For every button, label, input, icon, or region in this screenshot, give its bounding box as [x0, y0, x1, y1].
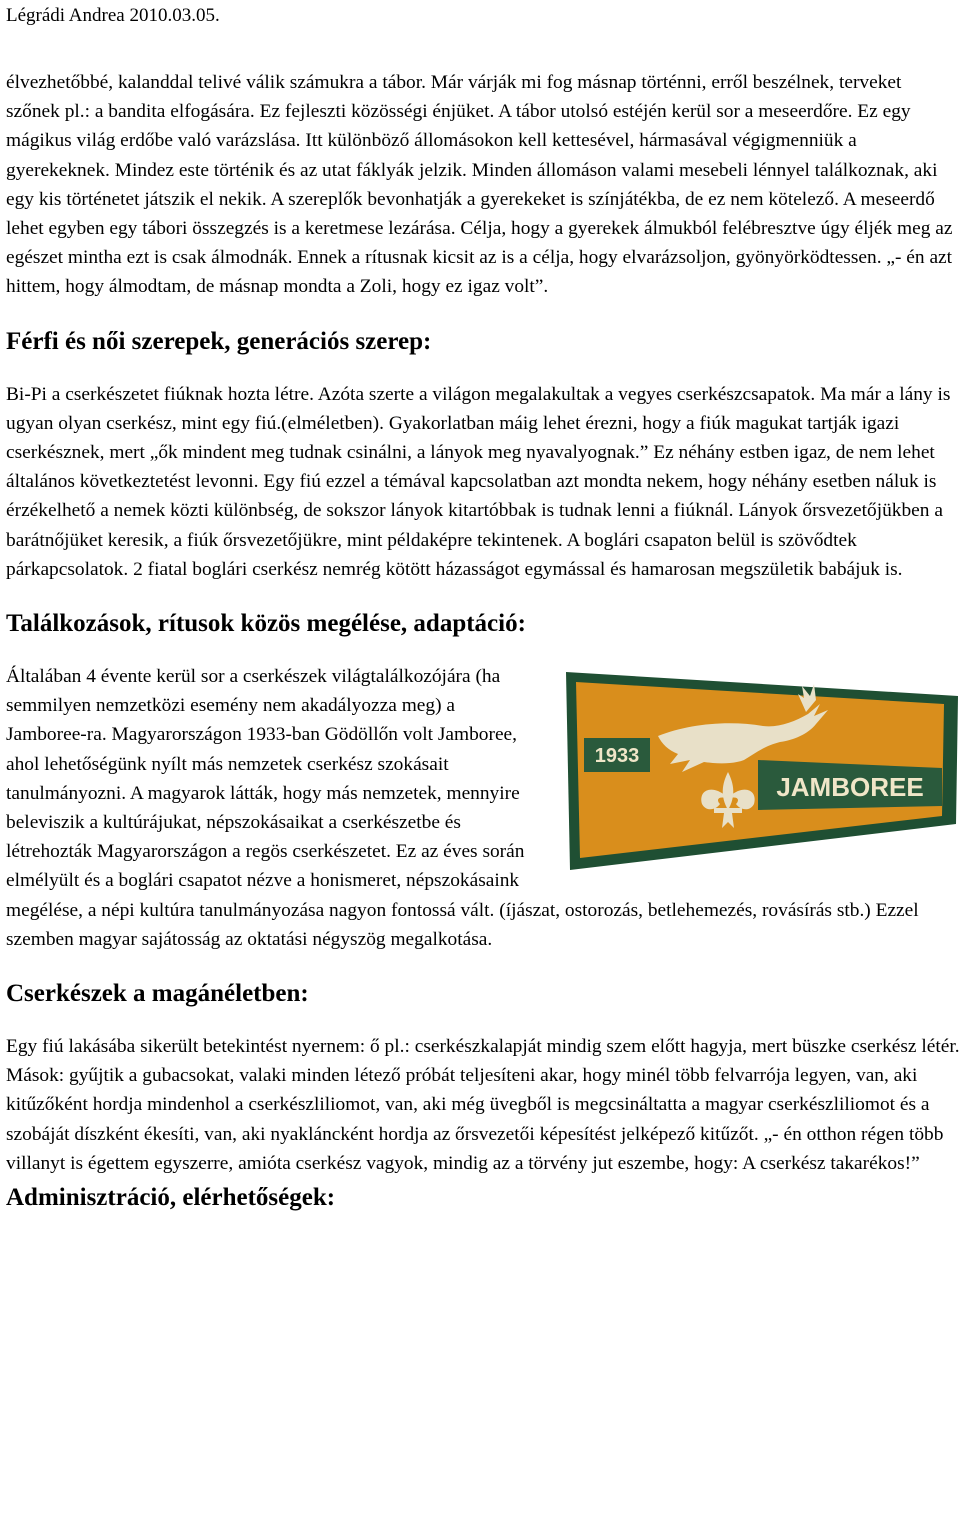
meetings-paragraph: Általában 4 évente kerül sor a cserkészek világtalálkozójára (ha semmilyen nemzetközi esemény nem akadályozza meg) a Jamboree-ra. Magyarországon 1933-ban Gödöllőn volt Jamboree, ahol lehetőségünk nyílt más nemzetek cserkész szokásait tanulmányozni. A magyarok látták, hogy más nemzetek, mennyire beleviszik a kultúrájukat, népszokásaikat a cserkészetbe és létrehozták Magyarországon a regös cserkészetet. Ez az éves során elmélyült és a boglári csapatot nézve a honismeret, népszokásaink megélése, a népi kultúra tanulmányozása nagyon fontossá vált. (íjászat, ostorozás, betlehemezés, rovásírás stb.) Ezzel szemben magyar sajátosság az oktatási négyszög megalkotása. — [6, 666, 919, 950]
pennant-label-text: JAMBOREE — [776, 772, 924, 803]
section-heading-administration: Adminisztráció, elérhetőségek: — [6, 1184, 336, 1212]
roles-paragraph: Bi-Pi a cserkészetet fiúknak hozta létre. Azóta szerte a világon megalakultak a vegyes cserkészcsapatok. Ma már a lány is ugyan olyan cserkész, mint egy fiú.(elméletben). Gyakorlatban máig lehet érezni, hogy a fiúk magukat tartják igazi cserkésznek, mert „ők mindent meg tudnak csinálni, a lányok meg nyavalyognak.” Ez néhány estben igaz, de nem lehet általános következtetést levonni. Egy fiú ezzel a témával kapcsolatban azt mondta nekem, hogy néhány esetben náluk is érzékelhető a nemek közti különbség, de sokszor lányok kitartóbbak is tudnak lenni a fiúknál. Lányok őrsvezetőjükben a barátnőjüket keresik, a fiúk őrsvezetőjükre, mint példaképre tekintenek. A boglári csapaton belül is szövődtek párkapcsolatok. 2 fiatal boglári cserkész nemrég kötött házasságot egymással és hamarosan megszületik babájuk is. — [6, 383, 951, 580]
section-heading-private-life: Cserkészek a magánéletben: — [6, 980, 309, 1008]
document-body — [6, 68, 960, 1214]
author-date-header: Légrádi Andrea 2010.03.05. — [6, 5, 220, 26]
pennant-graphic — [558, 664, 960, 874]
section-heading-meetings: Találkozások, rítusok közös megélése, adaptáció: — [6, 610, 526, 638]
section-heading-roles: Férfi és női szerepek, generációs szerep: — [6, 327, 432, 355]
jamboree-pennant-image — [558, 664, 960, 874]
pennant-year-text: 1933 — [594, 745, 640, 768]
private-life-paragraph: Egy fiú lakásába sikerült betekintést nyernem: ő pl.: cserkészkalapját mindig szem előtt hagyja, mert büszke cserkész létér. Mások: gyűjtik a gubacsokat, valaki minden létező próbát teljesíteni akar, hogy minél több felvarrója legyen, van, aki kitűzőként hordja mindenhol a cserkészliliomot, van, aki még üvegből is megcsináltatta a magyar cserkészliliomot és a szobáját díszként ékesíti, van, aki nyakláncként hordja az őrsvezetői képesítést jelképező kitűzőt. „- én otthon régen több villanyt is égettem egyszerre, amióta cserkész vagyok, mindig az a törvény jut eszembe, hogy: A cserkész takarékos!” — [6, 1036, 960, 1174]
intro-paragraph: élvezhetőbbé, kalanddal telivé válik számukra a tábor. Már várják mi fog másnap történni, erről beszélnek, terveket szőnek pl.: a bandita elfogására. Ez fejleszti közösségi énjüket. A tábor utolsó estéjén kerül sor a meseerdőre. Ez egy mágikus világ erdőbe való varázslása. Itt különböző állomásokon kell kettesével, hármasával végigmenniük a gyerekeknek. Mindez este történik és az utat fáklyák jelzik. Minden állomáson valami mesebeli lénnyel találkoznak, aki egy kis történetet játszik el nekik. A szereplők bevonhatják a gyerekeket is színjátékba, de ez nem kötelező. A meseerdő lehet egyben egy tábori összegzés is a keretmese lezárása. Célja, hogy a gyerekek álmukból felébresztve úgy éljék meg az egészet mintha ezt is csak álmodnák. Ennek a rítusnak kicsit az is a célja, hogy elvarázsoljon, gyönyörködtessen. „- én azt hittem, hogy álmodtam, de másnap mondta a Zoli, hogy ez igaz volt”. — [6, 72, 953, 298]
